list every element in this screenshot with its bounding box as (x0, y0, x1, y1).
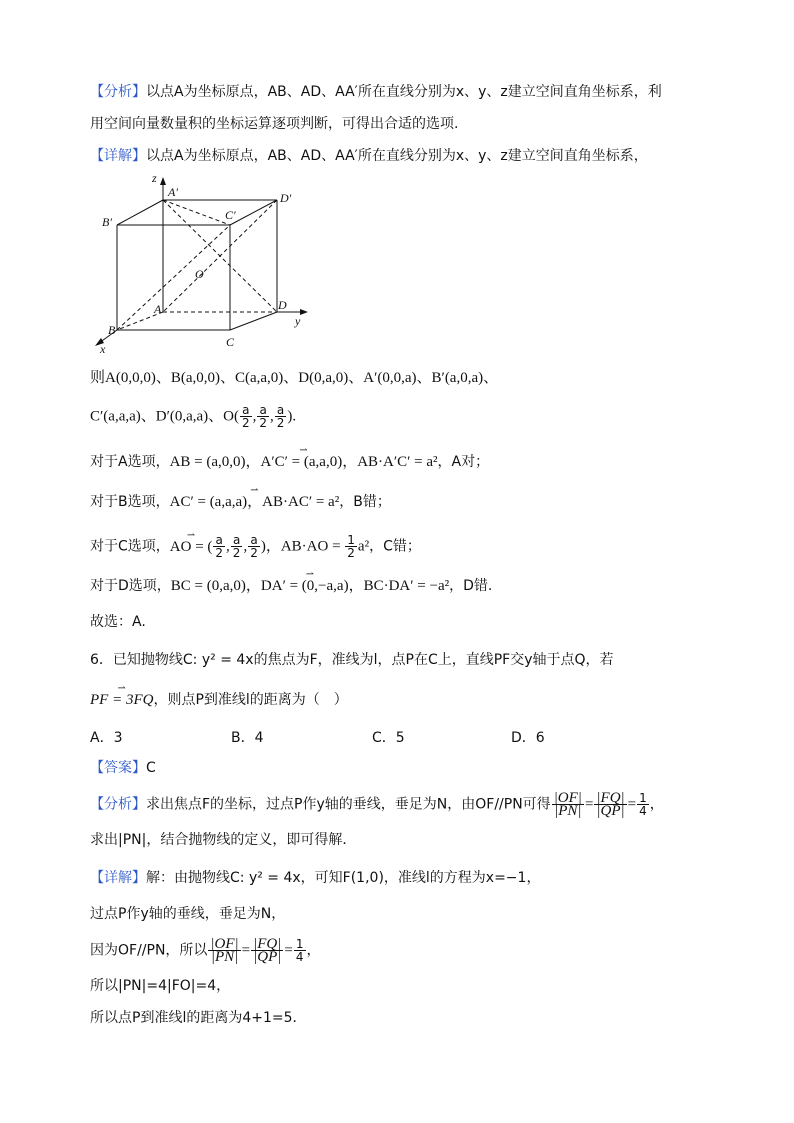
fraction-half: $\frac{1}{2}$ (347, 533, 355, 560)
answer-line (90, 758, 156, 778)
label-c: C (226, 335, 235, 349)
detail2-step-3: 所以|PN|=4|FO|=4， (90, 978, 231, 994)
analysis-line-1: 【分析】以点A为坐标原点，AB、AD、AA′所在直线分别为x、y、z建立空间直角坐标系，利 (90, 84, 662, 100)
edge-d1-c1 (230, 200, 277, 225)
check-option-c: 对于C选项，⇀ AO = ( $\frac{a}{2}$ , $\frac{a}{2}$ , $\frac{a}{2}$ )，AB·AO = $\frac{1}{2}$ a²，C错； (90, 534, 421, 559)
label-c1: C′ (225, 208, 236, 222)
diag-b-c1 (117, 225, 230, 330)
label-o: O (195, 267, 204, 281)
edge-c-d (230, 312, 277, 330)
check-option-a: 对于A选项，⇀ AB = (a,0,0)，A′C′ = (a,a,0)，AB·A′C′ = a²，A对； (90, 452, 489, 472)
fraction-a-2: $\frac{a}{2}$ (242, 403, 250, 430)
label-y: y (295, 314, 301, 328)
check-option-b: 对于B选项，⇀ AC′ = (a,a,a)，AB·AC′ = a²，B错； (90, 492, 391, 512)
label-a: A (154, 302, 162, 316)
label-z: z (152, 171, 157, 185)
analysis-tag: 【分析】 (90, 84, 146, 100)
detail2-step-2: 因为OF//PN，所以 $\frac{|OF|}{|PN|}$ = $\frac{|FQ|}{|QP|}$ = $\frac{1}{4}$ ， (90, 936, 321, 965)
label-x: x (100, 342, 106, 353)
question-6-stem-2: ⇀ PF = 3FQ，则点P到准线l的距离为（ ） (90, 690, 348, 710)
edge-a1-b1 (117, 200, 163, 225)
z-arrow (160, 177, 166, 185)
analysis2-line-1: 【分析】求出焦点F的坐标，过点P作y轴的垂线，垂足为N，由OF//PN可得 $\frac{|OF|}{|PN|}$ = $\frac{|FQ|}{|QP|}$ = $\frac{1}{4}$ ， (90, 790, 664, 819)
analysis-line-2: 用空间向量数量积的坐标运算逐项判断，可得出合适的选项. (90, 116, 459, 132)
y-arrow (300, 309, 308, 315)
diag-a1-c1 (163, 200, 230, 225)
label-a1: A′ (168, 185, 178, 199)
detail-tag: 【详解】 (90, 148, 146, 164)
analysis2-line-2: 求出|PN|，结合抛物线的定义，即可得解． (90, 832, 357, 848)
label-d: D (278, 298, 287, 312)
answer-value: C (146, 760, 156, 776)
coords-line-1: 则A(0,0,0)、B(a,0,0)、C(a,a,0)、D(0,a,0)、A′(0,0,a)、B′(a,0,a)、 (90, 370, 499, 386)
option-b: B．4 (231, 730, 264, 746)
label-b1: B′ (102, 215, 112, 229)
label-b: B (108, 323, 116, 337)
detail-line-1: 【详解】以点A为坐标原点，AB、AD、AA′所在直线分别为x、y、z建立空间直角坐标系， (90, 148, 648, 164)
cube-figure (90, 168, 320, 353)
question-6-stem: 6．已知抛物线C: y² = 4x的焦点为F，准线为l，点P在C上，直线PF交y轴于点Q，若 (90, 652, 614, 668)
option-c: C．5 (372, 730, 405, 746)
check-option-d: 对于D选项，⇀ BC = (0,a,0)，DA′ = (0,−a,a)，BC·DA′ = −a²，D错. (90, 576, 492, 596)
label-d1: D′ (280, 191, 292, 205)
coords-line-2: C′(a,a,a)、D′(0,a,a)、O( $\frac{a}{2}$ , $\frac{a}{2}$ , $\frac{a}{2}$ ). (90, 403, 297, 430)
detail2-line-1: 【详解】解：由抛物线C: y² = 4x，可知F(1,0)，准线l的方程为x=−1， (90, 870, 541, 886)
option-a: A．3 (90, 730, 123, 746)
detail2-step-4: 所以点P到准线l的距离为4+1=5． (90, 1010, 307, 1026)
detail2-step-1: 过点P作y轴的垂线，垂足为N， (90, 906, 286, 922)
answer-tag: 【答案】 (90, 760, 146, 776)
option-d: D．6 (511, 730, 545, 746)
conclusion-line: 故选：A. (90, 614, 146, 630)
